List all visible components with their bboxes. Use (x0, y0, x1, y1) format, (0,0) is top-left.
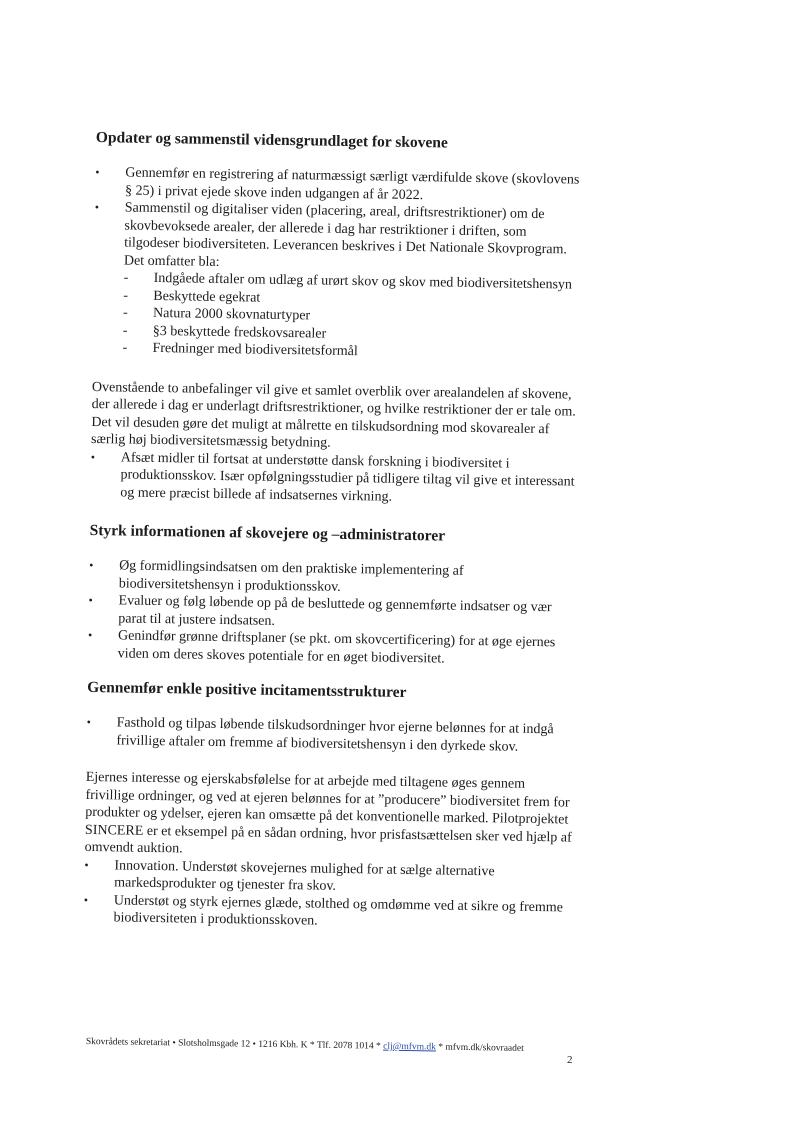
page-footer (86, 1036, 586, 1056)
list-item: • Evaluer og følg løbende op på de besluttede og gennemførte indsatser og vær parat til at justere indsatsen. (88, 592, 552, 629)
list-item: • Innovation. Understøt skovejernes mulighed for at sælge alternative markedsprodukter og tjenester fra skov. (84, 857, 495, 894)
dash-icon: - (123, 270, 129, 286)
list-item: • Genindfør grønne driftsplaner (se pkt. om skovcertificering) for at øge ejernes viden om deres skoves potentiale for en øget biodiversitet. (87, 627, 556, 667)
list-item: • Sammenstil og digitaliser viden (placering, areal, driftsrestriktioner) om de skovbevoksede arealer, der allerede i dag har restriktioner i driften, som tilgodeser biodiversiteten. Leverancen beskrives i Det Nationale Skovprogram. Det omfatter bla: - Indgåede aftaler om udlæg af urørt skov og skov med biodiversitetshensyn - Beskyttede egekrat - Natura 2000 skovnaturtyper - §3 beskyttede fredskovsarealer - Fredninger med biodiversitetsformål (92, 199, 584, 364)
bullet-icon: • (89, 557, 94, 573)
section-heading: Gennemfør enkle positive incitamentsstrukturer (87, 678, 407, 701)
bullet-icon: • (90, 449, 96, 464)
dash-icon: - (123, 287, 129, 304)
bullet-list (86, 714, 576, 757)
bullet-icon: • (88, 592, 93, 608)
bullet-icon: • (95, 164, 100, 180)
sub-list-item: - Beskyttede egekrat (123, 287, 261, 306)
sub-list-item: - Indgåede aftaler om udlæg af urørt skov og skov med biodiversitetshensyn (123, 270, 573, 293)
footer-address: Skovrådets sekretariat • Slotsholmsgade 12 • 1216 Kbh. K * Tlf. 2078 1014 * (85, 1036, 384, 1052)
footer-email-link[interactable]: clj@mfvm.dk (383, 1041, 437, 1053)
bullet-list (90, 448, 581, 508)
section-heading: Opdater og sammenstil vidensgrundlaget for skovene (95, 128, 449, 152)
body-paragraph: Ejernes interesse og ejerskabsfølelse for at arbejde med tiltagene øges gennem frivillige ordninger, og ved at ejeren belønnes for at ”producere” biodiversitet frem for produkter og ydelser, ejeren kan omsætte på det konventionelle marked. Pilotprojektet SINCERE er et eksempel på en sådan ordning, hvor prisfastsættelsen sker ved hjælp af omvendt auktion. (84, 769, 572, 857)
bullet-icon: • (94, 199, 100, 215)
list-item: • Øg formidlingsindsatsen om den praktiske implementering af biodiversitetshensyn i produktionsskov. (89, 557, 464, 595)
sub-list-item: - §3 beskyttede fredskovsarealer (122, 322, 327, 342)
list-item: • Fasthold og tilpas løbende tilskudsordninger hvor ejerne belønnes for at indgå frivillige aftaler om fremme af biodiversitetshensyn i den dyrkede skov. (86, 714, 554, 755)
bullet-icon: • (86, 714, 91, 729)
dash-icon: - (122, 305, 128, 321)
sub-list (122, 269, 583, 364)
bullet-list (92, 164, 585, 364)
bullet-icon: • (83, 892, 89, 907)
page-number: 2 (567, 1054, 573, 1066)
section-heading: Styrk informationen af skovejere og –administratorer (89, 521, 446, 545)
footer-website: * mfvm.dk/skovraadet (435, 1042, 524, 1054)
dash-icon: - (122, 340, 128, 356)
list-item: • Gennemfør en registrering af naturmæssigt særligt værdifulde skove (skovlovens § 25) i privat ejede skove inden udgangen af år 2022. (95, 164, 580, 203)
bullet-list (88, 557, 580, 670)
bullet-list (83, 856, 574, 934)
list-item: • Understøt og styrk ejernes glæde, stolthed og omdømme ved at sikre og fremme biodiversiteten i produktionsskoven. (83, 892, 564, 929)
body-paragraph: Ovenstående to anbefalinger vil give et samlet overblik over arealandelen af skovene, der allerede i dag er underlagt driftsrestriktioner, og hvilke restriktioner der er tale om. Det vil desuden gøre det muligt at målrette en tilskudsordning mod skovarealer af særlig høj biodiversitetsmæssig betydning. (90, 379, 576, 451)
dash-icon: - (122, 322, 128, 339)
page-content (83, 128, 585, 934)
bullet-icon: • (87, 627, 93, 643)
sub-list-item: - Natura 2000 skovnaturtyper (122, 305, 311, 324)
sub-list-item: - Fredninger med biodiversitetsformål (122, 340, 358, 360)
list-item: • Afsæt midler til fortsat at understøtte dansk forskning i biodiversitet i produktionsskov. Især opfølgningsstudier på tidligere tiltag vil give et interessant og mere præcist billede af indsatsernes virkning. (90, 449, 575, 505)
bullet-icon: • (84, 857, 89, 872)
